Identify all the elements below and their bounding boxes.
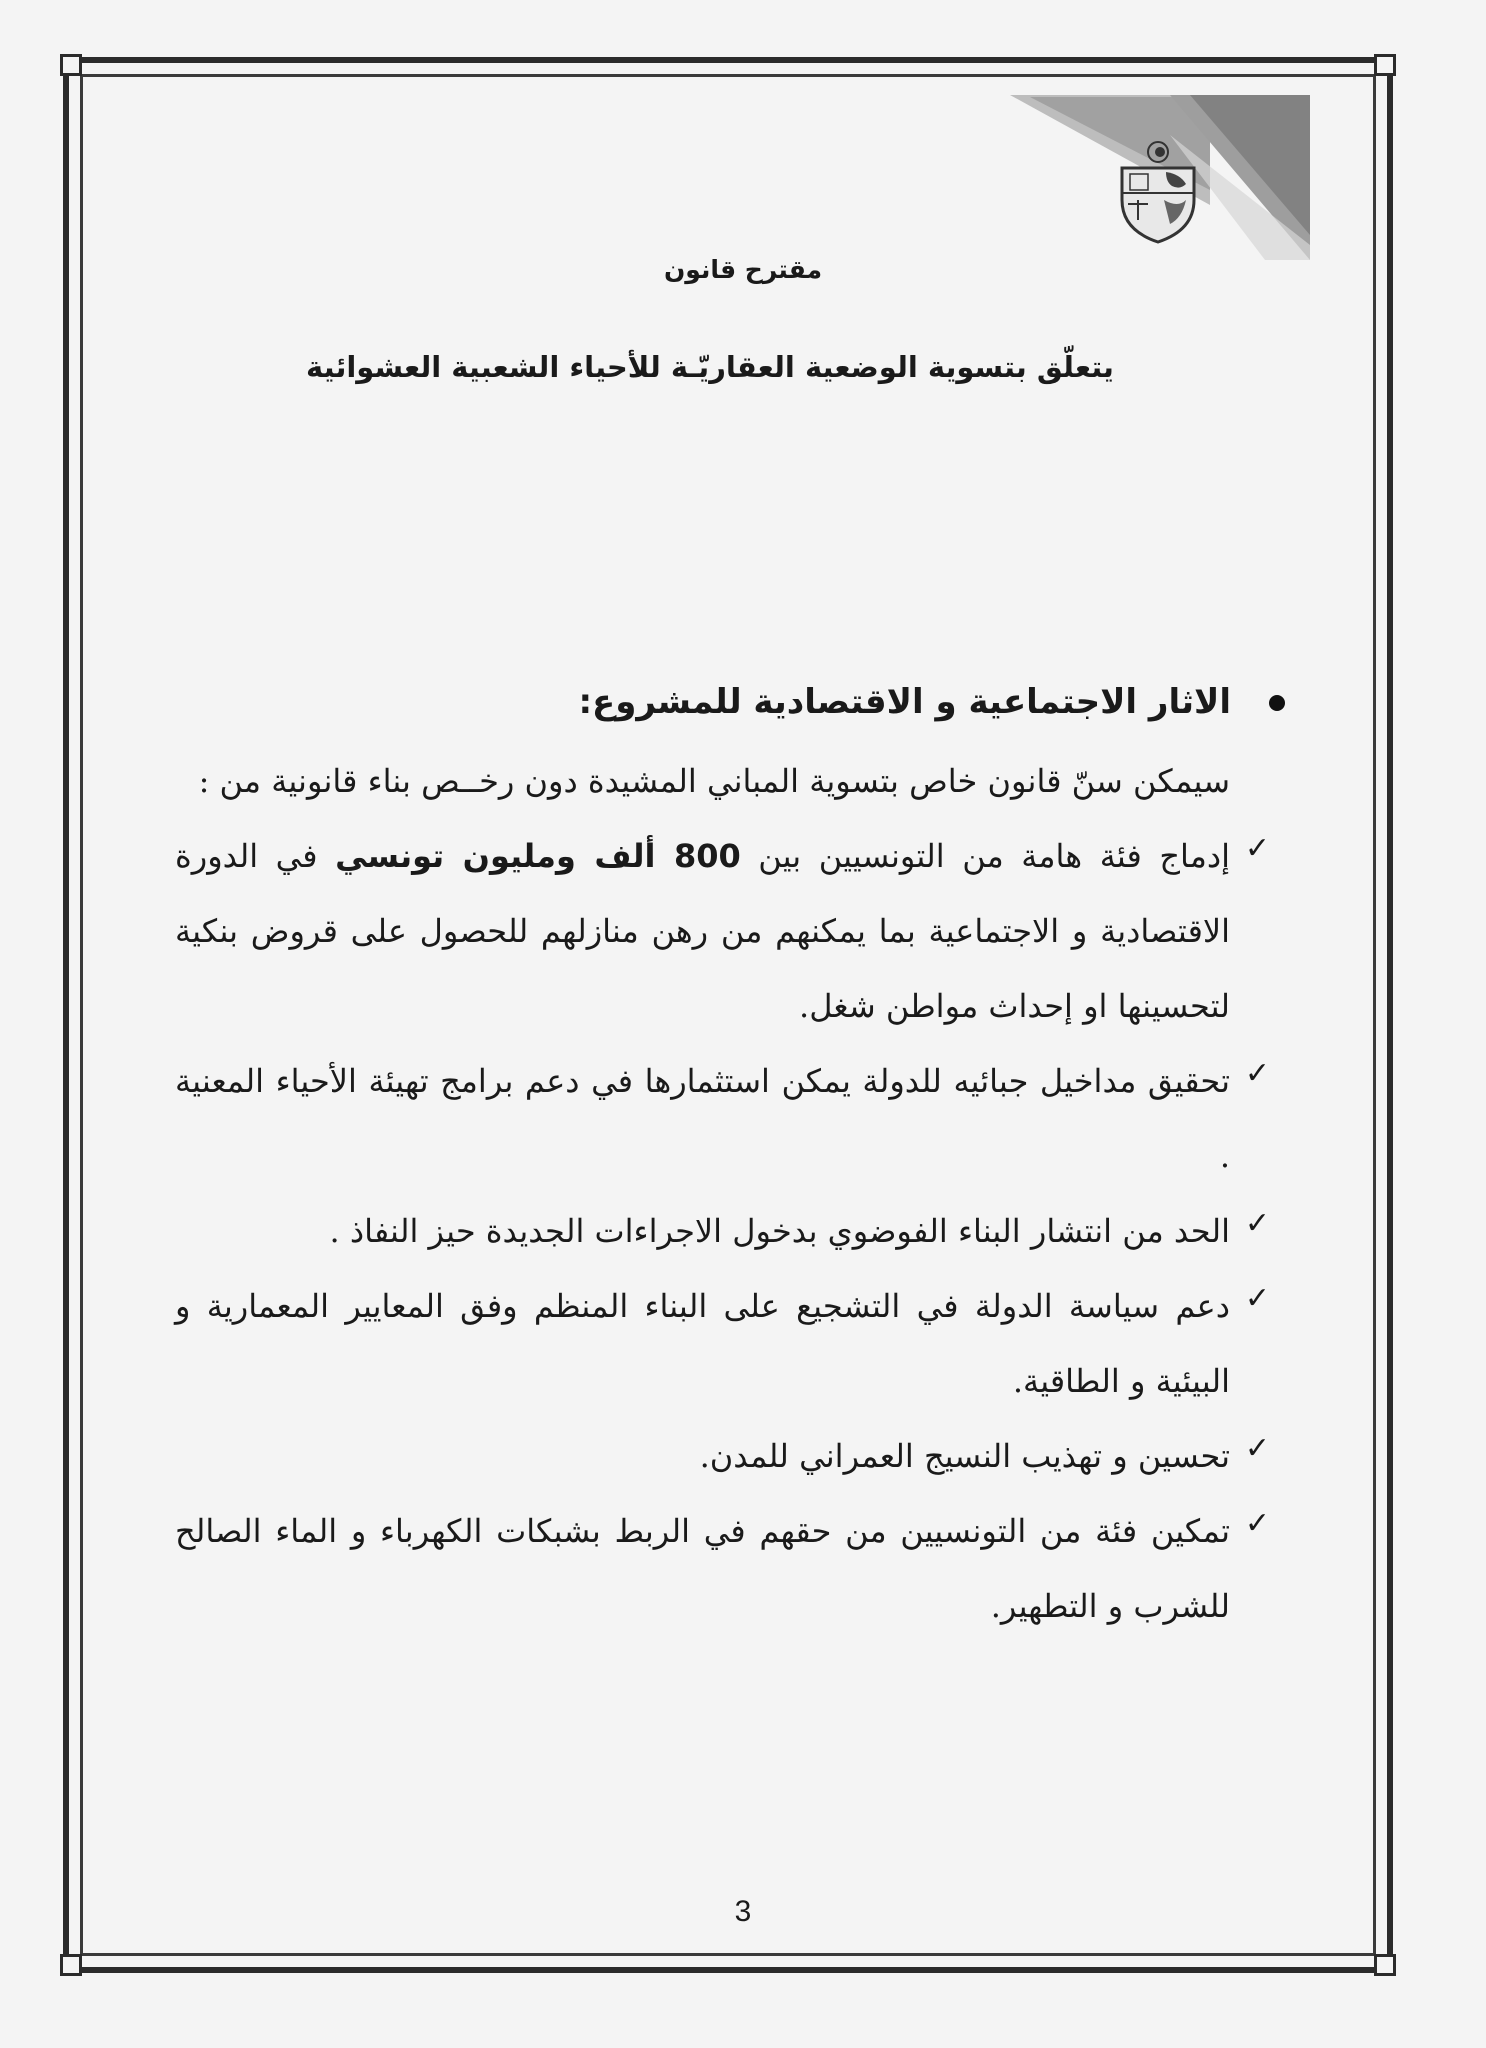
list-item-text: الحد من انتشار البناء الفوضوي بدخول الاجراءات الجديدة حيز النفاذ . <box>329 1212 1230 1250</box>
list-item <box>175 1494 1285 1644</box>
list-item <box>175 1044 1285 1194</box>
document-subtitle: يتعلّق بتسوية الوضعية العقاريّـة للأحياء الشعبية العشوائية <box>306 350 1114 384</box>
list-item-text: دعم سياسة الدولة في التشجيع على البناء المنظم وفق المعايير المعمارية و البيئية و الطاقية. <box>175 1287 1230 1400</box>
list-item <box>175 1419 1285 1494</box>
coat-of-arms-icon <box>1108 138 1208 248</box>
document-body <box>175 665 1285 1644</box>
list-item <box>175 1194 1285 1269</box>
border-corner <box>60 1954 82 1976</box>
document-title: مقترح قانون <box>663 255 823 284</box>
list-item <box>175 1269 1285 1419</box>
list-item-text: تحسين و تهذيب النسيج العمراني للمدن. <box>699 1437 1230 1475</box>
page-number: 3 <box>734 1895 752 1928</box>
list-item-text: تحقيق مداخيل جبائيه للدولة يمكن استثمارها في دعم برامج تهيئة الأحياء المعنية . <box>175 1062 1230 1175</box>
list-item <box>175 819 1285 1044</box>
border-corner <box>1374 1954 1396 1976</box>
border-corner <box>60 54 82 76</box>
border-corner <box>1374 54 1396 76</box>
checkmark-icon: ✓ <box>1244 1506 1271 1541</box>
checkmark-icon: ✓ <box>1244 831 1271 866</box>
list-item-emphasis: 800 ألف ومليون تونسي <box>335 837 741 875</box>
list-item-text <box>175 819 1230 1044</box>
checkmark-icon: ✓ <box>1244 1281 1271 1316</box>
checkmark-icon: ✓ <box>1244 1056 1271 1091</box>
checkmark-icon: ✓ <box>1244 1206 1271 1241</box>
section-heading-text: الاثار الاجتماعية و الاقتصادية للمشروع: <box>578 682 1231 722</box>
list-item-text-part: إدماج فئة هامة من التونسيين بين <box>740 837 1231 875</box>
intro-paragraph: سيمكن سنّ قانون خاص بتسوية المباني المشيدة دون رخــص بناء قانونية من : <box>198 762 1230 800</box>
bullet-icon <box>1269 695 1285 711</box>
list-item-text-part: في الدورة الاقتصادية و الاجتماعية بما يمكنهم من رهن منازلهم للحصول على قروض بنكية لتحسينها او إحداث مواطن شغل. <box>175 837 1231 1025</box>
section-heading <box>175 665 1285 740</box>
effects-list <box>175 819 1285 1644</box>
list-item-text: تمكين فئة من التونسيين من حقهم في الربط بشبكات الكهرباء و الماء الصالح للشرب و التطهير. <box>175 1512 1230 1625</box>
checkmark-icon: ✓ <box>1244 1431 1271 1466</box>
